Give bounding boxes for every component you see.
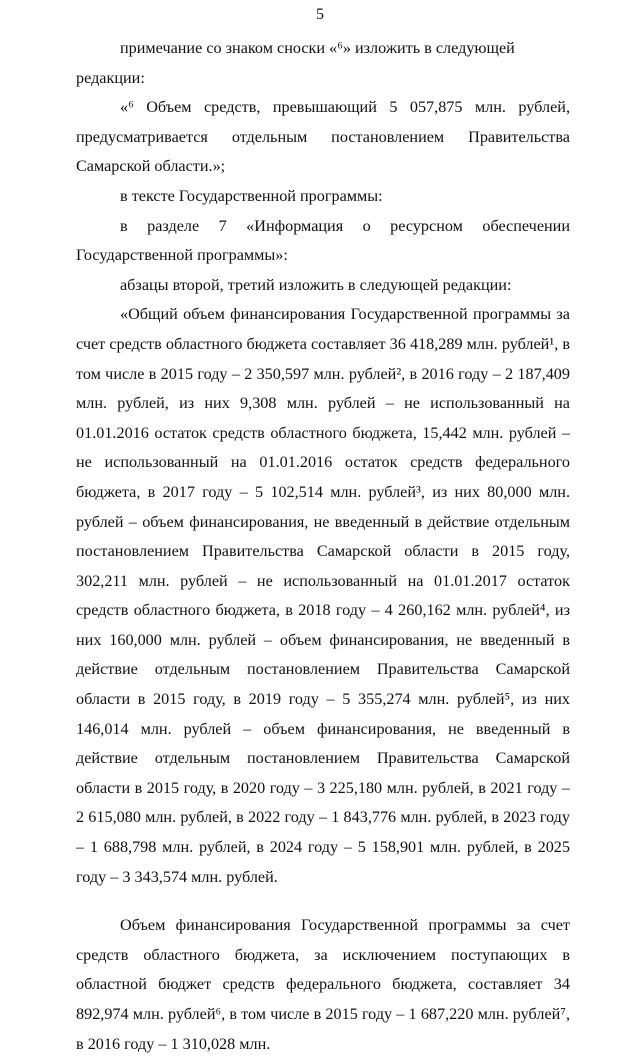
document-body	[76, 34, 570, 1059]
paragraph-section-7: в разделе 7 «Информация о ресурсном обеспечении Государственной программы»:	[76, 216, 570, 265]
paragraph-regional-funding: Объем финансирования Государственной программы за счет средств областного бюджета, за исключением поступающих в областной бюджет средств федерального бюджета, составляет 34 892,974 млн. рублей⁶, в том числе в 2015 году – 1 687,220 млн. рублей⁷, в 2016 году – 1 310,028 млн.	[76, 916, 570, 1053]
paragraph-gap	[76, 892, 570, 911]
paragraph-total-funding: «Общий объем финансирования Государственной программы за счет средств областного бюджета составляет 36 418,289 млн. рублей¹, в том числе в 2015 году – 2 350,597 млн. рублей², в 2016 году – 2 187,409 млн. рублей, из них 9,308 млн. рублей – не использованный на 01.01.2016 остаток средств областного бюджета, 15,442 млн. рублей – не использованный на 01.01.2016 остаток средств федерального бюджета, в 2017 году – 5 102,514 млн. рублей³, из них 80,000 млн. рублей – объем финансирования, не введенный в действие отдельным постановлением Правительства Самарской области в 2015 году, 302,211 млн. рублей – не использованный на 01.01.2017 остаток средств областного бюджета, в 2018 году – 4 260,162 млн. рублей⁴, из них 160,000 млн. рублей – объем финансирования, не введенный в действие отдельным постановлением Правительства Самарской области в 2015 году, в 2019 году – 5 355,274 млн. рублей⁵, из них 146,014 млн. рублей – объем финансирования, не введенный в действие отдельным постановлением Правительства Самарской области в 2015 году, в 2020 году – 3 225,180 млн. рублей, в 2021 году – 2 615,080 млн. рублей, в 2022 году – 1 843,776 млн. рублей, в 2023 году – 1 688,798 млн. рублей, в 2024 году – 5 158,901 млн. рублей, в 2025 году – 3 343,574 млн. рублей.	[76, 305, 570, 886]
paragraph-footnote-text: «⁶ Объем средств, превышающий 5 057,875 млн. рублей, предусматривается отдельным постановлением Правительства Самарской области.»;	[76, 98, 570, 176]
paragraph-footnote-instruction: примечание со знаком сноски «⁶» изложить в следующей редакции:	[76, 39, 515, 87]
paragraph-program-text: в тексте Государственной программы:	[120, 186, 383, 205]
paragraph-abzacy: абзацы второй, третий изложить в следующей редакции:	[120, 275, 512, 294]
page-number: 5	[316, 6, 324, 23]
